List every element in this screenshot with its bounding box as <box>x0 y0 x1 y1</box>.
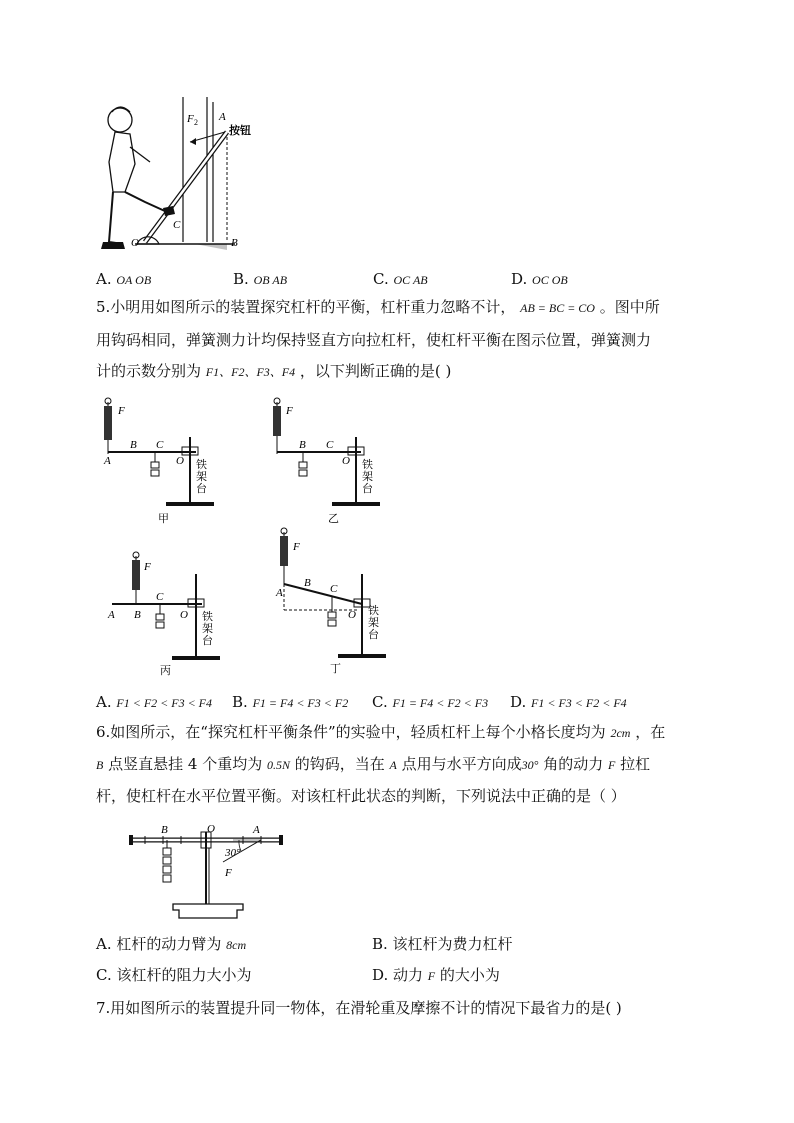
q4-label-button: 按钮 <box>229 124 251 137</box>
q4-label-f-sub: 2 <box>194 118 198 127</box>
q5-jia-a: A <box>104 455 111 467</box>
q4-option-b-label: B. <box>233 270 249 288</box>
q5-yi-f: F <box>286 405 293 417</box>
q5-fig-ding <box>275 528 386 675</box>
q5-jia-c: C <box>156 439 164 451</box>
q5-jia-stand-3: 台 <box>196 482 207 495</box>
q5-option-d[interactable] <box>510 692 627 713</box>
q5-yi-stand-1: 铁 <box>362 458 373 471</box>
q5-bing-f: F <box>144 561 151 573</box>
q6-option-a[interactable] <box>96 934 246 955</box>
q6-line-2-angle: 30° <box>521 758 539 772</box>
q6-option-b[interactable]: B. 该杠杆为费力杠杆 <box>372 935 513 953</box>
q4-option-a[interactable] <box>96 269 151 290</box>
q5-line-3 <box>96 361 451 382</box>
q5-bing-stand-3: 台 <box>202 634 213 647</box>
q5-ding-b: B <box>304 577 311 589</box>
q5-line-1 <box>96 297 660 318</box>
q5-bing-o: O <box>180 609 188 621</box>
q6-line-2-t1: 点竖直悬挂 4 个重均为 <box>103 755 267 773</box>
q6-line-2-a: A <box>389 758 397 772</box>
q5-option-d-math: F1 < F3 < F2 < F4 <box>531 696 627 710</box>
q6-line-2-t3: 点用与水平方向成 <box>396 755 522 773</box>
q7-line-1: 7.用如图所示的装置提升同一物体，在滑轮重及摩擦不计的情况下最省力的是( ) <box>96 999 622 1017</box>
q6-line-2-t5: 拉杠 <box>615 755 651 773</box>
q4-option-a-value: OA OB <box>116 273 152 287</box>
q4-label-c: C <box>173 219 181 231</box>
q6-option-a-math: 8cm <box>226 938 247 952</box>
q5-yi-o: O <box>342 455 350 467</box>
q6-option-d-end: 的大小为 <box>435 966 500 984</box>
q5-yi-caption: 乙 <box>328 512 339 525</box>
q4-option-d-value: OC OB <box>532 273 568 287</box>
q4-option-b[interactable] <box>233 269 287 290</box>
q4-option-a-label: A. <box>96 270 112 288</box>
q4-label-a: A <box>219 111 226 123</box>
q5-yi-b: B <box>299 439 306 451</box>
q5-bing-stand-1: 铁 <box>202 610 213 623</box>
q6-line-1 <box>96 722 665 743</box>
q5-jia-f: F <box>118 405 125 417</box>
q5-bing-stand-2: 架 <box>202 622 213 635</box>
q5-ding-o: O <box>348 609 356 621</box>
q5-line-1-math: AB = BC = CO <box>520 301 595 315</box>
q6-option-c[interactable]: C. 该杠杆的阻力大小为 <box>96 966 252 984</box>
q6-option-d-math: F <box>427 969 436 983</box>
q5-yi-c: C <box>326 439 334 451</box>
q5-ding-stand-1: 铁 <box>368 604 379 617</box>
q4-option-c-label: C. <box>373 270 389 288</box>
q5-line-2: 用钩码相同，弹簧测力计均保持竖直方向拉杠杆，使杠杆平衡在图示位置，弹簧测力 <box>96 331 652 349</box>
q5-bing-a: A <box>108 609 115 621</box>
q5-option-c-label: C. <box>372 693 388 711</box>
q6-line-1-end: ，在 <box>635 723 666 741</box>
q6-line-1-text: 6.如图所示，在“探究杠杆平衡条件”的实验中，轻质杠杆上每个小格长度均为 <box>96 723 606 741</box>
q5-jia-caption: 甲 <box>158 512 169 525</box>
q6-line-2-b: B <box>96 758 104 772</box>
q6-label-b: B <box>161 824 168 836</box>
q5-option-c-math: F1 = F4 < F2 < F3 <box>392 696 489 710</box>
q4-label-o: O <box>131 237 139 249</box>
q5-fig-bing <box>107 552 220 677</box>
q5-jia-o: O <box>176 455 184 467</box>
q5-option-d-label: D. <box>510 693 527 711</box>
q5-bing-b: B <box>134 609 141 621</box>
q6-option-d[interactable] <box>372 965 500 986</box>
q6-option-d-text: D. 动力 <box>372 966 428 984</box>
q6-option-a-text: A. 杠杆的动力臂为 <box>96 935 227 953</box>
q6-line-2-f: F <box>608 758 616 772</box>
q5-option-b[interactable] <box>232 692 348 713</box>
q5-bing-c: C <box>156 591 164 603</box>
q5-option-c[interactable] <box>372 692 488 713</box>
q5-yi-stand-2: 架 <box>362 470 373 483</box>
q5-bing-caption: 丙 <box>160 664 171 677</box>
q5-ding-stand-2: 架 <box>368 616 379 629</box>
q6-label-a: A <box>253 824 260 836</box>
q5-line-3-text: 计的示数分别为 <box>96 362 202 380</box>
q5-jia-b: B <box>130 439 137 451</box>
q4-label-f: F <box>187 113 194 125</box>
q6-line-2-t2: 的钩码，当在 <box>289 755 390 773</box>
q5-ding-stand-3: 台 <box>368 628 379 641</box>
q4-option-c[interactable] <box>373 269 428 290</box>
q6-label-o: O <box>207 823 215 835</box>
q4-figure <box>95 92 275 257</box>
q6-label-angle: 30° <box>225 847 241 859</box>
q5-line-3-math: F1、F2、F3、F4 <box>205 365 296 379</box>
q6-figure <box>125 818 295 922</box>
q5-option-a-math: F1 < F2 < F3 < F4 <box>116 696 213 710</box>
q6-line-2 <box>96 754 650 775</box>
q5-ding-caption: 丁 <box>330 662 341 675</box>
q5-ding-a: A <box>276 587 283 599</box>
q6-line-1-math: 2cm <box>610 726 631 740</box>
q4-option-c-value: OC AB <box>393 273 428 287</box>
q5-ding-c: C <box>330 583 338 595</box>
q4-option-b-value: OB AB <box>253 273 288 287</box>
q5-figure <box>96 392 416 682</box>
q5-line-1-end: 。图中所 <box>599 298 660 316</box>
q4-option-d-label: D. <box>511 270 528 288</box>
q5-fig-yi <box>273 398 380 525</box>
q4-option-d[interactable] <box>511 269 568 290</box>
q6-label-f: F <box>225 867 232 879</box>
q5-jia-stand-2: 架 <box>196 470 207 483</box>
q5-fig-jia <box>103 398 214 525</box>
q6-line-2-weight: 0.5N <box>266 758 290 772</box>
q4-label-b: B <box>231 237 238 249</box>
q6-line-3: 杆，使杠杆在水平位置平衡。对该杠杆此状态的判断，下列说法中正确的是（ ） <box>96 787 626 805</box>
q5-line-1-text: 5.小明用如图所示的装置探究杠杆的平衡，杠杆重力忽略不计， <box>96 298 516 316</box>
q5-option-b-math: F1 = F4 < F3 < F2 <box>252 696 349 710</box>
q5-line-3-end: ，以下判断正确的是( ) <box>299 362 452 380</box>
q5-jia-stand-1: 铁 <box>196 458 207 471</box>
q5-yi-stand-3: 台 <box>362 482 373 495</box>
q5-ding-f: F <box>293 541 300 553</box>
q5-option-a-label: A. <box>96 693 112 711</box>
q6-line-2-t4: 角的动力 <box>538 755 609 773</box>
q5-option-a[interactable] <box>96 692 212 713</box>
q5-option-b-label: B. <box>232 693 248 711</box>
